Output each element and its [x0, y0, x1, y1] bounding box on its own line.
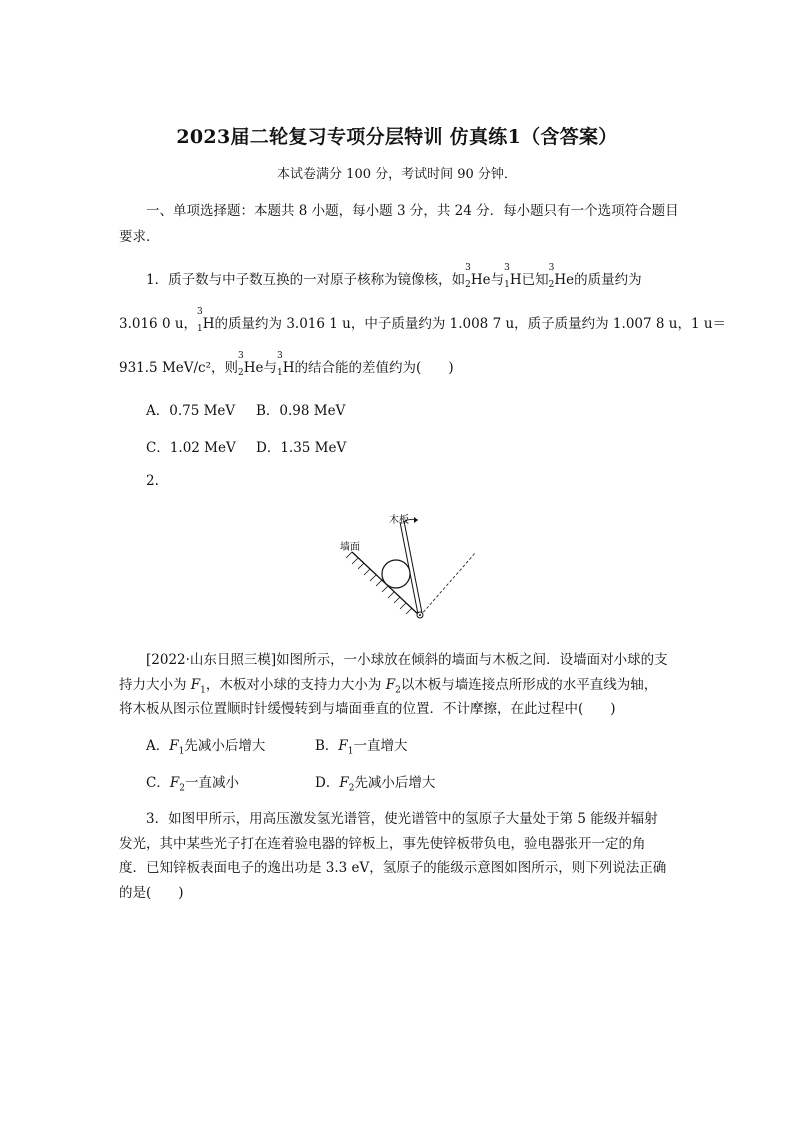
q2-option-b[interactable]: B．$F_1$一直增大 — [315, 738, 408, 757]
question-2-line-1: [2022·山东日照三模]如图所示，一小球放在倾斜的墙面与木板之间．设墙面对小球的支 — [146, 652, 668, 668]
isotope-he3: 3 $_2$He — [548, 263, 575, 290]
q1-option-b[interactable]: B．0.98 MeV — [256, 403, 346, 419]
q1-option-a[interactable]: A．0.75 MeV — [146, 403, 236, 419]
isotope-h3: 3 $_1$H — [197, 307, 215, 334]
question-1-line-3: 931.5 MeV/c²，则 3 $_2$He与 3 $_1$H的结合能的差值约为( ) — [119, 351, 454, 378]
q2-option-a[interactable]: A．$F_1$先减小后增大 — [146, 738, 266, 757]
board-label: 木板 — [389, 515, 409, 526]
isotope-he3: 3 $_2$He — [238, 351, 264, 378]
question-1-line-1: 1．质子数与中子数互换的一对原子核称为镜像核，如 3 $_2$He与 3 $_1$H已知 3 $_2$He的质量约为 — [146, 263, 642, 290]
question-2-line-3: 将木板从图示位置顺时针缓慢转到与墙面垂直的位置．不计摩擦，在此过程中( ) — [119, 701, 616, 717]
question-2-line-2: 持力大小为 $F_1$，木板对小球的支持力大小为 $F_2$以木板与墙连接点所形成的水平直线为轴， — [119, 677, 658, 696]
isotope-he3: 3 $_2$He — [465, 263, 491, 290]
section-heading: 一、单项选择题：本题共 8 小题，每小题 3 分，共 24 分．每小题只有一个选项符合题目要求． — [119, 203, 679, 245]
question-3-line-4: 的是( ) — [119, 885, 184, 901]
q2-option-d[interactable]: D．$F_2$先减小后增大 — [315, 775, 436, 794]
q1-option-c[interactable]: C．1.02 MeV — [146, 440, 236, 456]
page-subtitle: 本试卷满分 100 分，考试时间 90 分钟． — [277, 167, 517, 182]
question-3-line-1: 3．如图甲所示，用高压激发氢光谱管，使光谱管中的氢原子大量处于第 5 能级并辐射 — [146, 811, 658, 827]
wall-label: 墙面 — [340, 542, 360, 553]
isotope-h3: 3 $_1$H — [277, 351, 295, 378]
wall-board-ball-figure — [330, 508, 480, 626]
question-2-number: 2. — [146, 473, 159, 489]
q2-option-c[interactable]: C．$F_2$一直减小 — [146, 775, 239, 794]
question-3-line-2: 发光，其中某些光子打在连着验电器的锌板上，事先使锌板带负电，验电器张开一定的角 — [119, 836, 646, 852]
isotope-h3: 3 $_1$H — [504, 263, 522, 290]
question-3-line-3: 度．已知锌板表面电子的逸出功是 3.3 eV，氢原子的能级示意图如图所示，则下列说法正确 — [119, 860, 667, 876]
q1-option-d[interactable]: D．1.35 MeV — [256, 440, 347, 456]
question-1-line-2: 3.016 0 u， 3 $_1$H的质量约为 3.016 1 u，中子质量约为 1.008 7 u，质子质量约为 1.007 8 u，1 u＝ — [119, 307, 727, 334]
page-title: 2023届二轮复习专项分层特训 仿真练1（含答案） — [176, 126, 618, 148]
